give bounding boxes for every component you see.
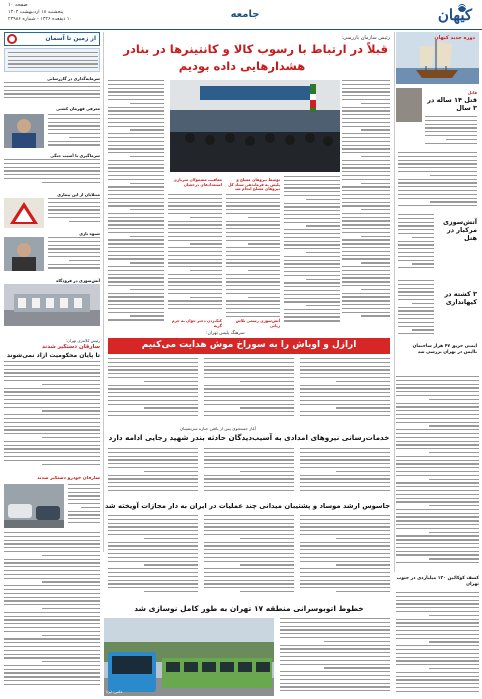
- right-column: [396, 32, 479, 372]
- left-lower-headline-1: سارقان دستگیر شدند: [42, 344, 100, 350]
- spy-text-2: [204, 515, 294, 599]
- col4-text: [168, 194, 222, 314]
- ship-banner-image: [396, 32, 479, 84]
- left-sub-1: سرمایه‌گذاری در گازرسانی: [47, 76, 100, 81]
- man-photo: [4, 237, 44, 271]
- right-box-2-heading: آتش‌سوزی مرکبار در هتل: [442, 218, 477, 242]
- right-box-3-heading: ۳ کشته در کیهانداری: [444, 290, 477, 306]
- lead-headline-line2: هشدارهایی داده بودیم: [178, 59, 306, 73]
- left-text-5: [48, 237, 100, 273]
- spy-text-1: [108, 515, 198, 599]
- left-sub-2: معرفی قهرمان کشتی: [56, 106, 100, 111]
- date-line: پنجشنبه ۱۸ اردیبهشت ۱۴۰۴: [8, 10, 64, 15]
- left-lower-headline-2: تا پایان محکومیت آزاد نمی‌شوند: [6, 352, 100, 359]
- police-text-3: [300, 358, 390, 422]
- section-title: جامعه: [230, 9, 260, 20]
- right-box-1: [396, 88, 479, 148]
- col3-text: [226, 194, 280, 322]
- lead-photo: [170, 80, 340, 172]
- lead-kicker: رئیس سازمان بازرسی:: [341, 35, 390, 41]
- left-box-header: [4, 32, 100, 46]
- lead-text-col1: [342, 80, 390, 325]
- left-lower-headline-3: سارقان خودرو دستگیر شدند: [37, 476, 100, 481]
- left-text-1: [4, 82, 100, 104]
- right-lower: [396, 376, 479, 696]
- cars-photo: [4, 484, 64, 528]
- right-col-text-1: [398, 152, 477, 212]
- logo: [414, 0, 476, 28]
- right-box-3: [396, 280, 479, 342]
- col5-text: [108, 80, 164, 328]
- right-box-3-text: [398, 280, 434, 340]
- bus-headline: خطوط اتوبوسرانی منطقه ۱۷ تهران به طور کامل نوسازی شد: [134, 604, 364, 613]
- rescue-text-3: [300, 448, 390, 496]
- right-box-2: [396, 214, 479, 276]
- police-headline: ارازل و اوباش را به سوراخ موش هدایت می‌کنیم: [141, 340, 357, 350]
- left-lower-text-1: [4, 361, 100, 471]
- spy-headline: جاسوس ارشد موساد و پشتیبان میدانی چند عملیات در ایران به دار مجازات آویخته شد: [104, 502, 390, 510]
- airport-photo: [4, 284, 100, 326]
- left-box-intro: [4, 48, 100, 72]
- issue-line: ۱۰ ذیقعده ۱۴۴۶ - شماره ۲۳۹۸۶: [8, 17, 73, 22]
- bus-photo-credit: عکس: ایرنا: [106, 690, 123, 694]
- right-box-2-text: [398, 214, 434, 274]
- police-text-1: [108, 358, 198, 422]
- col4-subhead-2: کتک‌زدن دختر جوان به جرم گریه: [171, 318, 222, 328]
- left-sub-4: مبتلایان از این بیماری: [57, 192, 100, 197]
- suspect-photo: [396, 88, 422, 122]
- left-box-logo-icon: [7, 34, 17, 44]
- logo-text: کیهان: [437, 6, 472, 24]
- masthead: [0, 0, 482, 30]
- col4-subhead-1: معافیت مشمولان سربازی استعدادهای درخشان: [173, 177, 222, 187]
- column-rule-left: [103, 32, 104, 552]
- right-box-4-heading: ایمنی حریق ۴۷ هزار ساختمان ناایمن در تهران بررسی شد: [412, 344, 477, 355]
- rescue-headline: خدمات‌رسانی نیروهای امدادی به آسیب‌دیدگان حادثه بندر شهید رجایی ادامه دارد: [108, 433, 390, 442]
- lead-headline-line1: قبلاً در ارتباط با رسوب کالا و کانتینرها در بنادر: [123, 42, 388, 56]
- sign-photo: [4, 198, 44, 228]
- left-text-4: [48, 198, 100, 228]
- right-lower-text-1: [396, 376, 479, 572]
- col3-subhead-1: توسط نیروهای مسلح و پلیس به فرماندهی ستاد کل نیروهای مسلح انجام شد: [228, 177, 280, 192]
- left-lower-text-2: [68, 484, 100, 528]
- rescue-text-2: [204, 448, 294, 496]
- left-box-intro-text: [8, 52, 98, 70]
- banner-text: دوره جدید کیهان: [434, 35, 475, 41]
- lead-text-col2: [284, 176, 340, 326]
- col3-subhead-2: آتش‌سوزی رسمی تلاش زبانی: [235, 318, 280, 328]
- right-box-1-kicker: قاتل: [467, 90, 477, 95]
- page-number: صفحه ۱۰: [8, 2, 28, 8]
- police-kicker: سرهنگ پلیس تهران:: [206, 331, 245, 336]
- right-lower-text-2: [396, 592, 479, 696]
- spy-text-3: [300, 515, 390, 599]
- police-band: [108, 338, 390, 354]
- column-rule-right: [394, 32, 395, 572]
- left-sub-6: آتش‌سوزی در فرودگاه: [56, 278, 100, 283]
- bus-photo: [104, 618, 274, 696]
- left-text-2: [48, 114, 100, 150]
- left-lower-text-3: [4, 532, 100, 692]
- left-text-3: [4, 159, 100, 189]
- rescue-text-1: [108, 448, 198, 496]
- right-lower-headline: کشف کوکائین ۱۲۰ میلیاردی در جنوب تهران: [396, 576, 479, 587]
- right-box-1-heading: قتل ۱۴ ساله در ۳ سال: [427, 96, 477, 112]
- bus-text: [280, 618, 390, 696]
- left-lower-kicker: رئیس کلانتری تهران:: [65, 338, 100, 343]
- right-box-1-text: [425, 116, 477, 146]
- wrestler-photo: [4, 114, 44, 148]
- left-box-heading: از زمین تا آسمان: [45, 35, 96, 42]
- left-column: [4, 32, 100, 332]
- police-text-2: [204, 358, 294, 422]
- left-lower: [4, 338, 100, 696]
- left-sub-5: شیوه بازی: [79, 231, 100, 236]
- rescue-kicker: آغاز جستجوی پس از یافتن جنازه سرنشینان: [180, 426, 256, 431]
- left-sub-3: سرما‌گیری با آسیب جنگی: [50, 153, 100, 158]
